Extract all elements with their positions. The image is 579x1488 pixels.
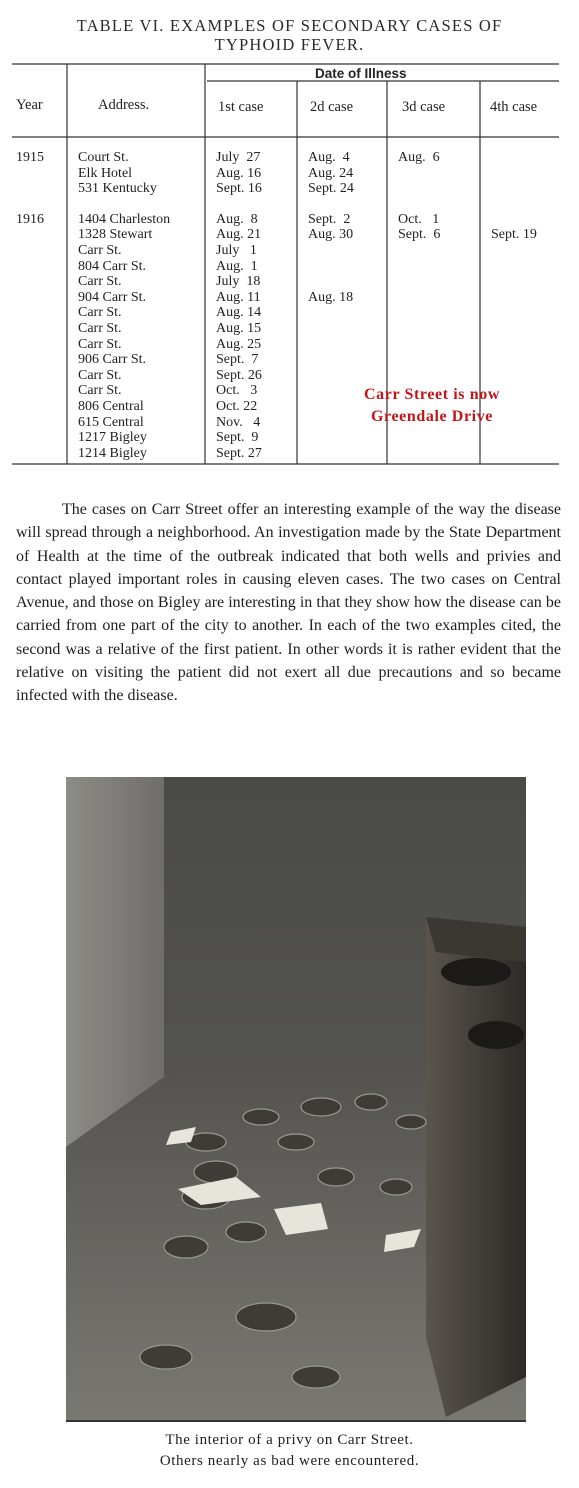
cell-third-case: Aug. 6 <box>398 150 440 165</box>
cell-first-case: Sept. 27 <box>216 445 262 461</box>
cell-address: 1404 Charleston <box>78 211 171 227</box>
cell-first-case: Sept. 16 <box>216 181 262 197</box>
cell-first-case: Oct. 3 <box>216 383 258 399</box>
cell-address: 1214 Bigley <box>78 445 147 461</box>
cell-first-case: July 27 <box>216 150 261 165</box>
cell-address: 804 Carr St. <box>78 258 147 274</box>
cell-address: 615 Central <box>78 414 144 430</box>
cell-first-case: Sept. 9 <box>216 430 259 446</box>
cell-first-case: Sept. 7 <box>216 352 259 368</box>
seat-hole-2 <box>468 1021 524 1049</box>
cell-address: 904 Carr St. <box>78 289 147 305</box>
caption-line1: The interior of a privy on Carr Street. <box>165 1432 414 1448</box>
cell-second-case: Aug. 24 <box>308 165 354 181</box>
cell-first-case: Aug. 16 <box>216 165 262 181</box>
header-3d-case: 3d case <box>402 99 446 115</box>
cell-address: Carr St. <box>78 383 122 399</box>
cell-address: Carr St. <box>78 321 122 336</box>
cell-second-case: Aug. 30 <box>308 227 354 243</box>
header-2d-case: 2d case <box>310 99 354 115</box>
annotation-line1: Carr Street is now <box>364 386 500 403</box>
cell-address: Carr St. <box>78 305 122 321</box>
annotation-line2: Greendale Drive <box>370 408 493 425</box>
cell-first-case: Aug. 1 <box>216 258 258 274</box>
cell-address: Elk Hotel <box>78 165 133 181</box>
cell-address: 531 Kentucky <box>78 181 157 197</box>
seat-hole-1 <box>441 958 511 986</box>
body-paragraph: The cases on Carr Street offer an interesting example of the way the disease will spread through a neighborhood. An investigation made by the State Department of Health at the time of the outbreak indicated that both wells and privies and contact played important roles in causing eleven cases. The two cases on Central Avenue, and those on Bigley are interesting in that they show how the disease can be carried from one part of the city to another. In each of the two examples cited, the second was a relative of the first patient. In other words it is rather evident that the relative on visiting the patient did not exert all due precautions and so became infected with the disease. <box>16 501 561 705</box>
header-address: Address. <box>98 97 150 113</box>
cell-address: 1328 Stewart <box>78 227 153 243</box>
cell-first-case: Aug. 11 <box>216 289 261 305</box>
cell-third-case: Sept. 6 <box>398 227 441 243</box>
table-title-line1: TABLE VI. EXAMPLES OF SECONDARY CASES OF <box>76 16 503 35</box>
cell-year: 1915 <box>16 150 44 165</box>
cell-first-case: Aug. 15 <box>216 321 262 336</box>
privy-interior-photo <box>66 777 526 1422</box>
cell-first-case: Aug. 14 <box>216 305 262 321</box>
header-year: Year <box>16 97 43 113</box>
cell-first-case: Aug. 25 <box>216 336 262 352</box>
privy-photo-drawing <box>66 777 526 1420</box>
cell-address: 906 Carr St. <box>78 352 147 368</box>
cell-address: Carr St. <box>78 243 122 258</box>
cell-first-case: Aug. 8 <box>216 211 258 227</box>
privy-seat-box <box>426 917 526 1417</box>
cell-third-case: Oct. 1 <box>398 211 440 227</box>
cell-second-case: Sept. 24 <box>308 181 354 197</box>
cell-address: Carr St. <box>78 274 122 290</box>
table-title-line2: TYPHOID FEVER. <box>214 35 365 54</box>
cell-address: Carr St. <box>78 367 122 383</box>
cell-address: Court St. <box>78 150 129 165</box>
photo-caption <box>0 1430 579 1472</box>
cell-first-case: Sept. 26 <box>216 367 262 383</box>
caption-line2: Others nearly as bad were encountered. <box>159 1453 420 1469</box>
cell-first-case: Oct. 22 <box>216 399 258 414</box>
cell-address: Carr St. <box>78 336 122 352</box>
typhoid-cases-table <box>10 62 560 472</box>
cell-address: 1217 Bigley <box>78 430 147 446</box>
cell-year: 1916 <box>16 211 44 227</box>
header-4th-case: 4th case <box>490 99 538 115</box>
cell-first-case: Aug. 21 <box>216 227 262 243</box>
date-of-illness-header: Date of Illness <box>315 66 407 81</box>
cell-address: 806 Central <box>78 399 144 414</box>
cell-fourth-case: Sept. 19 <box>491 227 537 243</box>
table-title <box>0 16 579 54</box>
cell-first-case: July 18 <box>216 274 261 290</box>
cell-second-case: Sept. 2 <box>308 211 351 227</box>
cell-first-case: July 1 <box>216 243 257 258</box>
carr-street-annotation <box>312 384 552 428</box>
cell-second-case: Aug. 4 <box>308 150 350 165</box>
cell-second-case: Aug. 18 <box>308 289 354 305</box>
cell-first-case: Nov. 4 <box>216 414 261 430</box>
header-1st-case: 1st case <box>218 99 264 115</box>
